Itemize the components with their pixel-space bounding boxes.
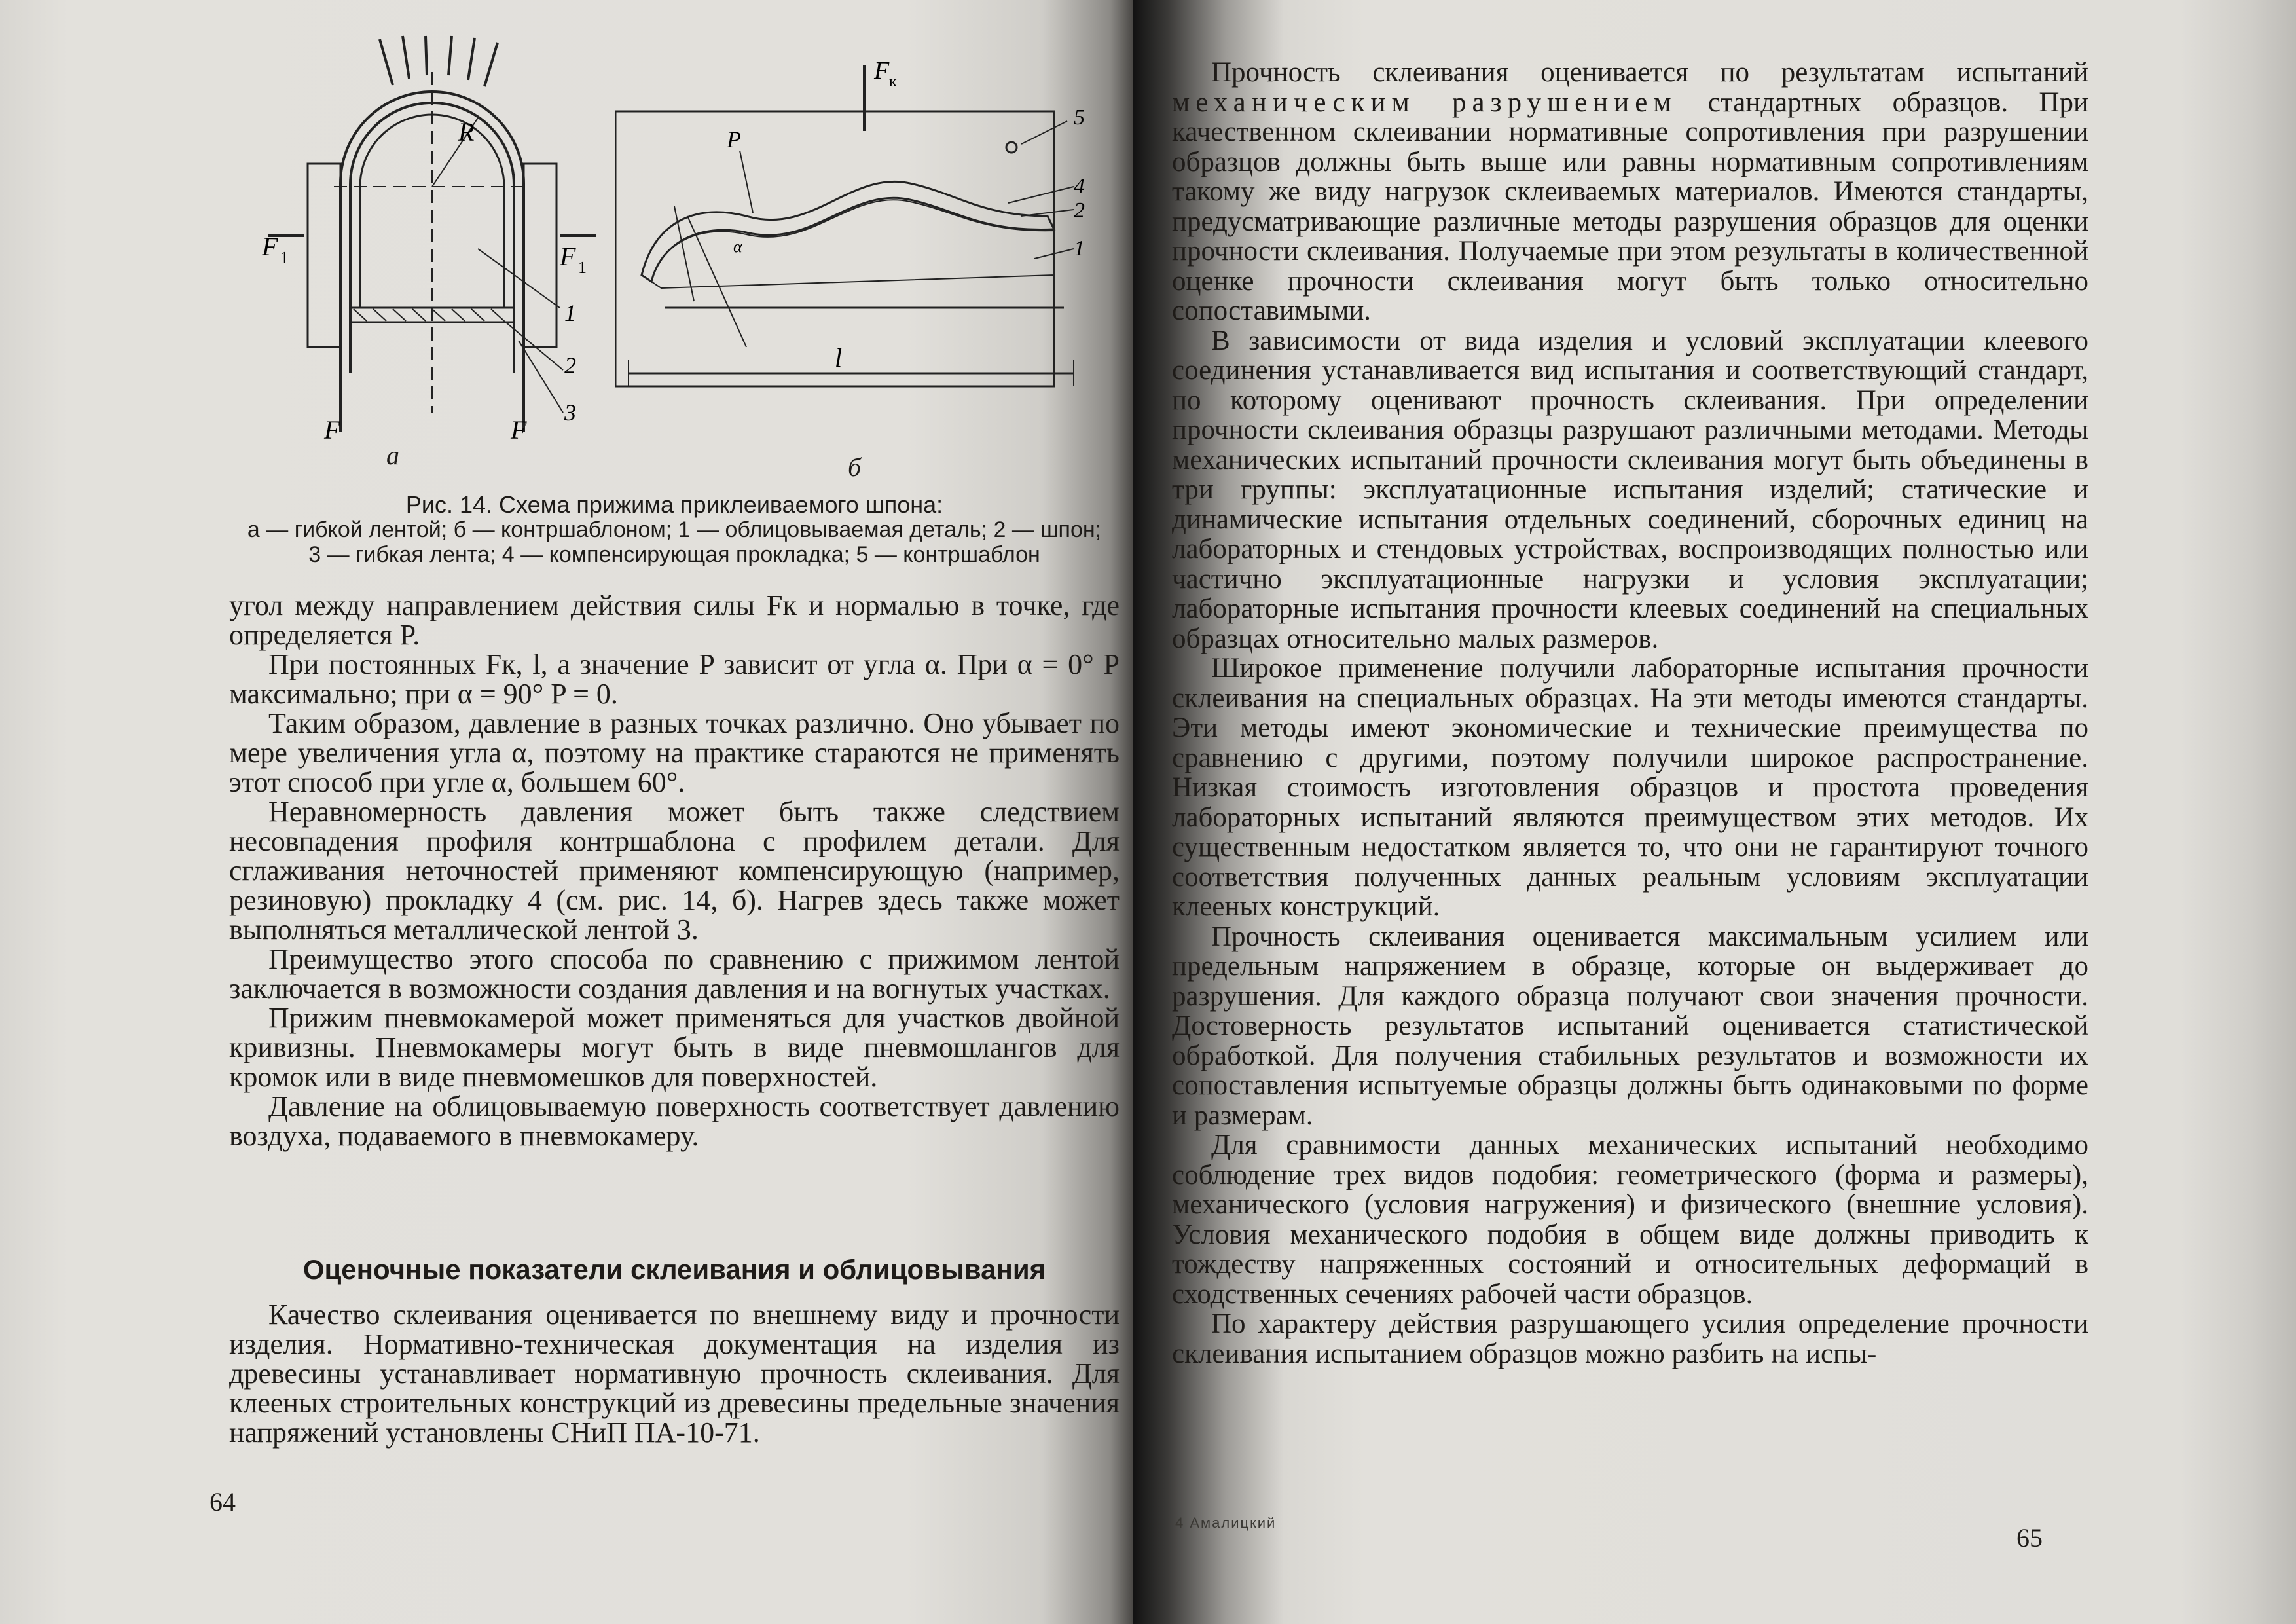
left-page	[0, 0, 1133, 1624]
label-alpha: α	[733, 237, 742, 256]
p1-start: Прочность склеивания оценивается по результатам испытаний	[1211, 57, 2088, 88]
paragraph: При постоянных Fк, l, a значение P зависит от угла α. При α = 0° P максимально; при α = 90° P = 0.	[229, 648, 1120, 710]
paragraph: В зависимости от вида изделия и условий эксплуатации клеевого соединения устанавливается вид испытания и соответствующий стандарт, по которому оценивают прочность склеивания. При определении прочности склеивания образцы разрушают различными методами. Методы механических испытаний прочности склеивания могут быть объединены в три группы: эксплуатационные испытания изделий; статические и динамические испытания отдельных соединений, сборочных единиц на лабораторных и стендовых устройствах, воспроизводящих полностью или частично эксплуатационные нагрузки и условия эксплуатации; лабораторные испытания прочности клеевых соединений на специальных образцах относительно малых размеров.	[1172, 325, 2088, 654]
paragraph: Преимущество этого способа по сравнению с прижимом лентой заключается в возможности создания давления и на вогнутых участках.	[229, 943, 1120, 1005]
caption-line-2: 3 — гибкая лента; 4 — компенсирующая прокладка; 5 — контршаблон	[308, 542, 1040, 567]
panel-label-b: б	[848, 452, 862, 482]
footer-signature: 4 Амалицкий	[1175, 1515, 1277, 1531]
p1-spaced: механическим разрушением	[1172, 86, 1677, 118]
label-f1-left-sub: 1	[280, 248, 289, 267]
label-b-2: 2	[1074, 198, 1085, 223]
label-f1-right: F	[560, 242, 576, 271]
p1-rest: стандартных образцов. При качественном склеивании нормативные сопротивления при разрушении образцов должны быть выше или равны нормативным сопротивлениям такому же виду нагрузок склеиваемых материалов. Имеются стандарты, предусматривающие различные методы разрушения образцов для оценки прочности склеивания. Получаемые при этом результаты в количественной оценке прочности склеивания могут быть только относительно сопоставимыми.	[1172, 86, 2089, 326]
label-b-4: 4	[1074, 174, 1085, 198]
label-l: l	[835, 343, 843, 373]
label-a-1: 1	[564, 300, 576, 326]
label-f1-right-sub: 1	[578, 258, 587, 277]
right-body-text	[1172, 58, 2088, 1369]
paragraph: Прочность склеивания оценивается максимальным усилием или предельным напряжением в образце, которые он выдерживает до разрушения. Для каждого образца получают свои значения прочности. Достоверность результатов испытаний оценивается статистической обработкой. Для получения стабильных результатов и возможности их сопоставления испытуемые образцы должны быть одинаковыми по форме и размерам.	[1172, 921, 2088, 1131]
label-b-5: 5	[1074, 105, 1085, 130]
paragraph: Для сравнимости данных механических испытаний необходимо соблюдение трех видов подобия: геометрического (форма и размеры), механического (условия нагружения) и физического (внешние условия). Условия механического подобия в общем виде должны приводить к тождеству напряженных состояний и относительных деформаций в сходственных сечениях рабочей части образцов.	[1172, 1130, 2088, 1310]
left-body-text	[229, 591, 1120, 1151]
paragraph: Неравномерность давления может быть также следствием несовпадения профиля контршаблона с профилем детали. Для сглаживания неточностей применяют компенсирующую (например, резиновую) прокладку 4 (см. рис. 14, б). Нагрев здесь также может выполняться металлической лентой 3.	[229, 796, 1120, 946]
label-a-2: 2	[564, 352, 576, 378]
label-fk-sub: к	[889, 73, 897, 90]
label-fa-right: F	[511, 415, 527, 439]
label-f1-left: F	[262, 232, 278, 261]
caption-line-1: а — гибкой лентой; б — контршаблоном; 1 — облицовываемая деталь; 2 — шпон;	[247, 517, 1102, 542]
paragraph: угол между направлением действия силы Fк и нормалью в точке, где определяется P.	[229, 589, 1120, 651]
left-body-text-2	[229, 1300, 1120, 1447]
right-page	[1133, 0, 2296, 1624]
caption-title: Рис. 14. Схема прижима приклеиваемого шпона:	[405, 491, 943, 518]
paragraph: Широкое применение получили лабораторные испытания прочности склеивания на специальных образцах. На эти методы имеются стандарты. Эти методы имеют экономические и технические преимущества по сравнению с другими, поэтому получили широкое распространение. Низкая стоимость изготовления образцов и простота проведения лабораторных испытаний являются преимуществом этих методов. Их существенным недостатком является то, что они не гарантируют точного соответствия полученных данных реальным условиям эксплуатации клееных конструкций.	[1172, 653, 2088, 922]
figure-14a	[262, 33, 602, 439]
label-a-3: 3	[564, 399, 576, 426]
page-number-right: 65	[2016, 1523, 2043, 1553]
paragraph: Прижим пневмокамерой может применяться для участков двойной кривизны. Пневмокамеры могут быть в виде пневмошлангов для кромок или в виде пневмомешков для поверхностей.	[229, 1002, 1120, 1093]
label-fk: F	[874, 57, 890, 84]
paragraph: Давление на облицовываемую поверхность соответствует давлению воздуха, подаваемого в пневмокамеру.	[229, 1090, 1120, 1152]
paragraph: По характеру действия разрушающего усилия определение прочности склеивания испытанием образцов можно разбить на испы-	[1172, 1308, 2088, 1369]
label-b-1: 1	[1074, 236, 1085, 261]
label-r: R	[458, 117, 475, 147]
section-heading: Оценочные показатели склеивания и облицовывания	[302, 1254, 1046, 1285]
label-p: P	[727, 126, 741, 153]
paragraph	[1172, 58, 2088, 326]
panel-label-a: а	[386, 441, 399, 470]
figure-14b	[615, 52, 1113, 419]
paragraph: Качество склеивания оценивается по внешнему виду и прочности изделия. Нормативно-техническая документация на изделия из древесины устанавливает нормативную прочность склеивания. Для клееных строительных конструкций из древесины предельные значения напряжений установлены СНиП ПА-10-71.	[229, 1299, 1120, 1449]
figure-caption	[223, 492, 1126, 567]
label-fa-left: F	[324, 415, 340, 439]
page-number-left: 64	[210, 1487, 236, 1517]
paragraph: Таким образом, давление в разных точках различно. Оно убывает по мере увеличения угла α, поэтому на практике стараются не применять этот способ при угле α, большем 60°.	[229, 707, 1120, 798]
